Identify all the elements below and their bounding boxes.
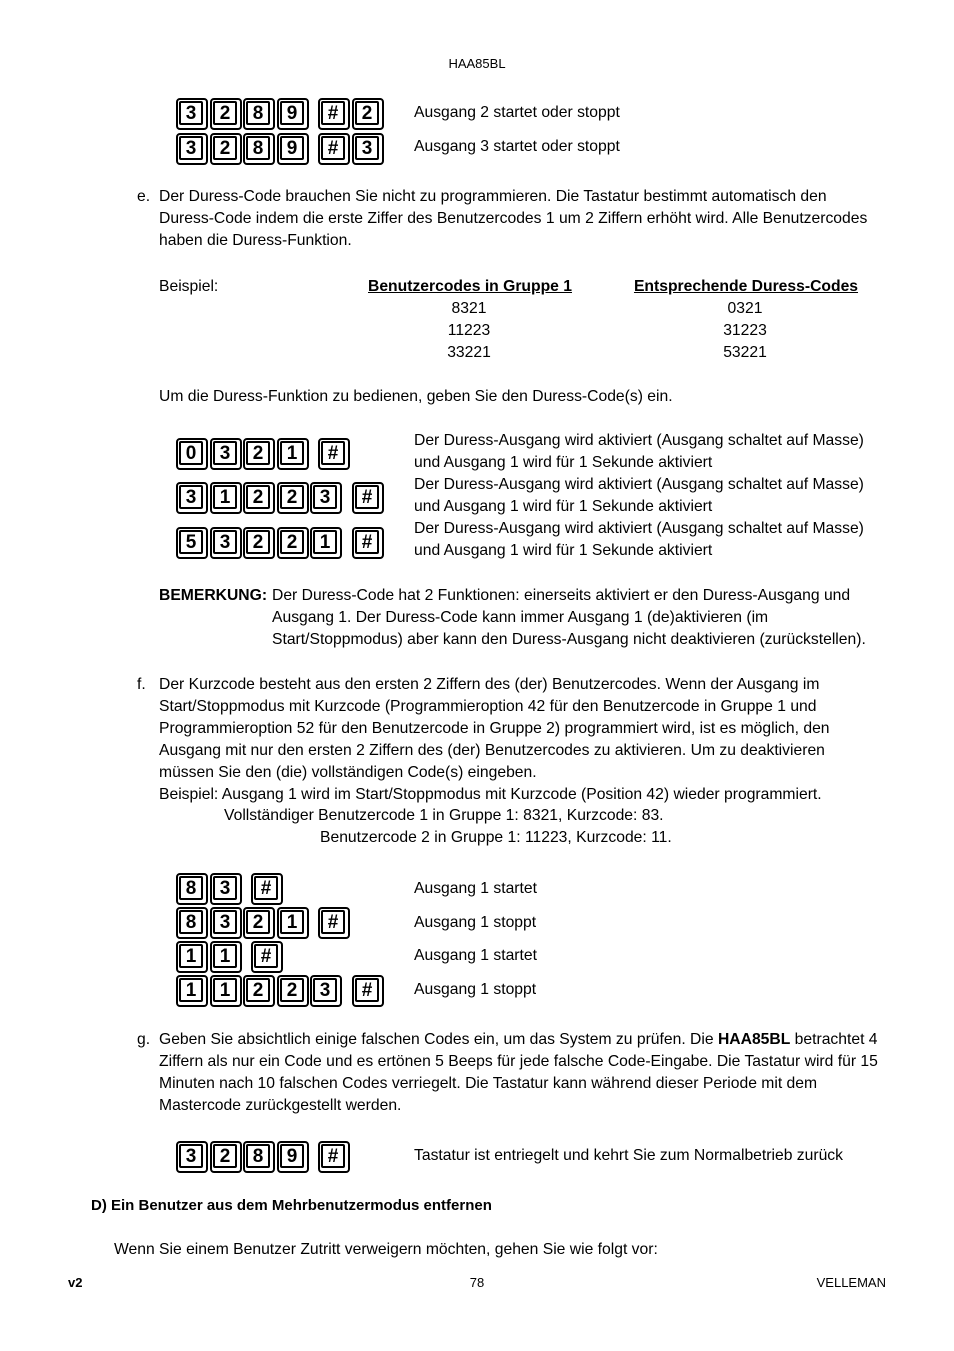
keypad-sequence [176, 527, 386, 559]
key-label: 1 [179, 978, 203, 1002]
keypad-key [251, 941, 283, 973]
note-line: Der Duress-Code hat 2 Funktionen: einerseits aktiviert er den Duress-Ausgang und [272, 587, 851, 604]
key-label: 9 [280, 1144, 304, 1168]
paragraph-line: Ziffern als nur ein Code und es ertönen 5 Beeps für jede falsche Code-Eingabe. Die Tastatur wird für 15 [159, 1053, 878, 1070]
note-line: Ausgang 1. Der Duress-Code kann immer Ausgang 1 (de)aktivieren (im [272, 609, 769, 626]
example-line: Benutzercode 2 in Gruppe 1: 11223, Kurzcode: 11. [320, 829, 672, 846]
keypad-key [210, 438, 242, 470]
list-marker: e. [137, 188, 151, 205]
keypad-key [318, 98, 350, 130]
key-label: # [321, 910, 345, 934]
footer-page-number: 78 [469, 1275, 485, 1290]
keypad-key [210, 873, 242, 905]
keypad-key [176, 907, 208, 939]
key-label: 3 [355, 136, 379, 160]
table-cell: 33221 [447, 344, 491, 361]
keypad-sequence [176, 873, 386, 905]
key-label: 3 [213, 876, 237, 900]
key-label: 8 [179, 876, 203, 900]
keypad-caption: und Ausgang 1 wird für 1 Sekunde aktiviert [414, 542, 713, 559]
key-label: 0 [179, 441, 203, 465]
keypad-key [277, 975, 309, 1007]
note-line: Start/Stoppmodus) aber kann den Duress-Ausgang nicht deaktivieren (zurückstellen). [272, 631, 866, 648]
paragraph-line: Minuten nach 10 falschen Codes verriegelt. Die Tastatur kann während dieser Periode mit dem [159, 1075, 818, 1092]
table-cell: 31223 [723, 322, 767, 339]
keypad-key [352, 975, 384, 1007]
keypad-key [176, 98, 208, 130]
keypad-sequence [176, 941, 386, 973]
keypad-key [352, 482, 384, 514]
keypad-key [176, 873, 208, 905]
key-label: # [355, 530, 379, 554]
keypad-caption: Der Duress-Ausgang wird aktiviert (Ausgang schaltet auf Masse) [414, 520, 864, 537]
key-label: # [355, 978, 379, 1002]
list-marker: f. [137, 676, 146, 693]
key-label: 8 [246, 101, 270, 125]
keypad-key [318, 1141, 350, 1173]
key-label: 2 [280, 485, 304, 509]
keypad-caption: Der Duress-Ausgang wird aktiviert (Ausgang schaltet auf Masse) [414, 476, 864, 493]
key-label: # [355, 485, 379, 509]
keypad-sequence [176, 482, 386, 514]
key-label: 2 [213, 101, 237, 125]
keypad-key [210, 1141, 242, 1173]
key-label: 3 [213, 441, 237, 465]
paragraph-text: betrachtet 4 [790, 1031, 878, 1048]
keypad-sequence [176, 438, 386, 470]
keypad-sequence [176, 98, 386, 130]
keypad-caption: Ausgang 3 startet oder stoppt [414, 138, 620, 155]
key-label: 8 [246, 136, 270, 160]
keypad-key [210, 907, 242, 939]
paragraph-line: Programmieroption 52 für den Benutzercode in Gruppe 2) programmiert wird, ist es möglich, den [159, 720, 830, 737]
keypad-key [277, 98, 309, 130]
footer-brand: VELLEMAN [816, 1275, 886, 1290]
keypad-key [243, 975, 275, 1007]
keypad-key [318, 438, 350, 470]
keypad-key [176, 1141, 208, 1173]
keypad-caption: und Ausgang 1 wird für 1 Sekunde aktiviert [414, 454, 713, 471]
paragraph-line: Start/Stoppmodus mit Kurzcode (Programmieroption 42 für den Benutzercode in Gruppe 1 und [159, 698, 817, 715]
keypad-key [176, 975, 208, 1007]
key-label: 3 [213, 910, 237, 934]
keypad-key [210, 527, 242, 559]
key-label: 9 [280, 101, 304, 125]
key-label: 3 [179, 136, 203, 160]
table-column-header: Benutzercodes in Gruppe 1 [368, 278, 572, 295]
keypad-key [243, 482, 275, 514]
key-label: # [321, 136, 345, 160]
note-label: BEMERKUNG: [159, 587, 268, 604]
paragraph-line [159, 1030, 878, 1050]
keypad-caption: Ausgang 1 startet [414, 880, 537, 897]
key-label: 1 [313, 530, 337, 554]
keypad-key [210, 98, 242, 130]
key-label: # [321, 441, 345, 465]
key-label: # [254, 876, 278, 900]
keypad-key [176, 482, 208, 514]
keypad-key [352, 527, 384, 559]
keypad-key [310, 482, 342, 514]
paragraph-text: Geben Sie absichtlich einige falschen Codes ein, um das System zu prüfen. Die [159, 1031, 718, 1048]
key-label: 2 [246, 441, 270, 465]
keypad-key [243, 98, 275, 130]
paragraph-line: Der Kurzcode besteht aus den ersten 2 Ziffern des (der) Benutzercodes. Wenn der Ausgang im [159, 676, 820, 693]
key-label: # [321, 101, 345, 125]
keypad-key [176, 438, 208, 470]
key-label: # [321, 1144, 345, 1168]
model-name: HAA85BL [717, 1031, 791, 1048]
keypad-sequence [176, 907, 386, 939]
paragraph-line: Beispiel: Ausgang 1 wird im Start/Stoppmodus mit Kurzcode (Position 42) wieder programmiert. [159, 786, 822, 803]
key-label: 8 [179, 910, 203, 934]
paragraph-line: Mastercode zurückgestellt werden. [159, 1097, 402, 1114]
list-marker: g. [137, 1031, 151, 1048]
section-intro: Wenn Sie einem Benutzer Zutritt verweigern möchten, gehen Sie wie folgt vor: [114, 1241, 658, 1258]
keypad-key [277, 907, 309, 939]
keypad-key [243, 1141, 275, 1173]
key-label: 1 [280, 910, 304, 934]
page-header-model: HAA85BL [448, 56, 506, 71]
keypad-caption: Ausgang 1 startet [414, 947, 537, 964]
footer-version: v2 [68, 1275, 83, 1290]
keypad-caption: Der Duress-Ausgang wird aktiviert (Ausgang schaltet auf Masse) [414, 432, 864, 449]
key-label: 2 [280, 530, 304, 554]
keypad-key [176, 527, 208, 559]
key-label: 1 [213, 978, 237, 1002]
table-column-header: Entsprechende Duress-Codes [633, 278, 859, 295]
keypad-key [277, 133, 309, 165]
keypad-key [352, 133, 384, 165]
key-label: 2 [213, 136, 237, 160]
keypad-key [352, 98, 384, 130]
keypad-sequence [176, 975, 386, 1007]
key-label: 3 [179, 485, 203, 509]
keypad-key [243, 133, 275, 165]
keypad-key [310, 527, 342, 559]
keypad-key [251, 873, 283, 905]
key-label: 1 [280, 441, 304, 465]
example-label: Beispiel: [159, 278, 219, 295]
key-label: # [254, 944, 278, 968]
key-label: 3 [179, 101, 203, 125]
key-label: 3 [313, 978, 337, 1002]
keypad-caption: Tastatur ist entriegelt und kehrt Sie zum Normalbetrieb zurück [414, 1147, 843, 1164]
keypad-key [277, 482, 309, 514]
keypad-caption: Ausgang 1 stoppt [414, 914, 537, 931]
keypad-key [310, 975, 342, 1007]
table-cell: 8321 [451, 300, 487, 317]
paragraph-line: Ausgang mit nur den ersten 2 Ziffern des (der) Benutzercodes zu aktivieren. Um zu deaktivieren [159, 742, 825, 759]
key-label: 2 [213, 1144, 237, 1168]
table-cell: 11223 [447, 322, 491, 339]
key-label: 9 [280, 136, 304, 160]
key-label: 1 [179, 944, 203, 968]
table-cell: 0321 [727, 300, 763, 317]
key-label: 2 [280, 978, 304, 1002]
key-label: 8 [246, 1144, 270, 1168]
keypad-key [210, 133, 242, 165]
paragraph-line: müssen Sie den (die) vollständigen Code(s) eingeben. [159, 764, 537, 781]
key-label: 3 [213, 530, 237, 554]
key-label: 2 [355, 101, 379, 125]
keypad-key [210, 975, 242, 1007]
key-label: 3 [179, 1144, 203, 1168]
paragraph-line: haben die Duress-Funktion. [159, 232, 352, 249]
paragraph-line: Um die Duress-Funktion zu bedienen, geben Sie den Duress-Code(s) ein. [159, 388, 673, 405]
keypad-sequence [176, 1141, 386, 1173]
keypad-key [243, 527, 275, 559]
keypad-key [318, 133, 350, 165]
key-label: 2 [246, 978, 270, 1002]
keypad-key [318, 907, 350, 939]
key-label: 1 [213, 485, 237, 509]
table-cell: 53221 [723, 344, 767, 361]
key-label: 2 [246, 910, 270, 934]
keypad-caption: Ausgang 2 startet oder stoppt [414, 104, 620, 121]
keypad-key [243, 438, 275, 470]
keypad-key [243, 907, 275, 939]
keypad-key [176, 941, 208, 973]
paragraph-line: Der Duress-Code brauchen Sie nicht zu programmieren. Die Tastatur bestimmt automatisch den [159, 188, 827, 205]
keypad-key [210, 482, 242, 514]
keypad-key [277, 438, 309, 470]
section-heading: D) Ein Benutzer aus dem Mehrbenutzermodus entfernen [91, 1197, 492, 1214]
keypad-key [277, 527, 309, 559]
keypad-caption: und Ausgang 1 wird für 1 Sekunde aktiviert [414, 498, 713, 515]
paragraph-line: Duress-Code indem die erste Ziffer des Benutzercodes 1 um 2 Ziffern erhöht wird. Alle Benutzercodes [159, 210, 868, 227]
key-label: 1 [213, 944, 237, 968]
key-label: 3 [313, 485, 337, 509]
keypad-key [210, 941, 242, 973]
keypad-sequence [176, 133, 386, 165]
key-label: 5 [179, 530, 203, 554]
example-line: Vollständiger Benutzercode 1 in Gruppe 1: 8321, Kurzcode: 83. [224, 807, 664, 824]
keypad-key [277, 1141, 309, 1173]
key-label: 2 [246, 485, 270, 509]
keypad-caption: Ausgang 1 stoppt [414, 981, 537, 998]
key-label: 2 [246, 530, 270, 554]
keypad-key [176, 133, 208, 165]
